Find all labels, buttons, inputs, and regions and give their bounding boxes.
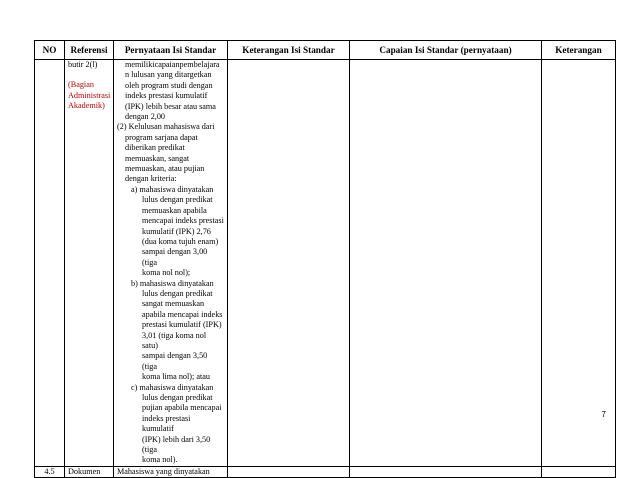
cell-keterangan-isi [228, 466, 350, 477]
stmt-line: program sarjana dapat [125, 132, 198, 142]
stmt-line: (IPK) lebih besar atau sama [125, 101, 216, 111]
stmt-line: sampai dengan 3,50 (tiga [142, 351, 208, 371]
stmt-line: (dua koma tujuh enam) [142, 236, 219, 246]
header-keterangan-isi: Keterangan Isi Standar [228, 41, 350, 60]
header-referensi: Referensi [65, 41, 114, 60]
stmt-line: lulus dengan predikat [142, 288, 213, 298]
ref-sub [68, 80, 110, 111]
standards-table [34, 40, 616, 478]
cell-pernyataan [114, 60, 228, 467]
stmt-line: (IPK) lebih dari 3,50 (tiga [142, 434, 211, 455]
stmt-line: oleh program studi dengan [125, 80, 213, 90]
stmt-line: kumulatif (IPK) 2,76 [142, 226, 211, 236]
ref-sub-line: Administrasi [68, 90, 111, 100]
ref-sub-line: (Bagian [68, 80, 94, 90]
stmt-line: dengan kriteria: [125, 174, 177, 184]
stmt-line: koma nol nol); [142, 268, 191, 278]
stmt-line: indeks prestasi kumulatif [142, 413, 191, 434]
ref-main: butir 2(l) [68, 60, 98, 69]
ref-sub-line: Akademik) [68, 101, 105, 111]
table-row [35, 466, 616, 477]
stmt-line: indeks prestasi kumulatif [125, 91, 208, 101]
stmt-line: mencapai indeks prestasi [142, 216, 224, 226]
page-number: 7 [601, 410, 606, 419]
cell-referensi: Dokumen [65, 466, 114, 477]
stmt-line: c) mahasiswa dinyatakan [131, 382, 214, 392]
cell-keterangan [542, 466, 616, 477]
table-row [35, 60, 616, 467]
header-no: NO [35, 41, 65, 60]
stmt-line: n lulusan yang ditargetkan [125, 70, 212, 80]
table-header-row [35, 41, 616, 60]
stmt-line: prestasi kumulatif (IPK) [142, 320, 222, 330]
cell-keterangan-isi [228, 60, 350, 467]
stmt-line: sangat memuaskan [142, 299, 205, 309]
stmt-line: lulus dengan predikat [142, 393, 213, 402]
stmt-line: sampai dengan 3,00 (tiga [142, 247, 208, 267]
header-capaian: Capaian Isi Standar (pernyataan) [350, 41, 542, 60]
cell-no [35, 60, 65, 467]
cell-capaian [350, 60, 542, 467]
stmt-line: diberikan predikat [125, 143, 185, 153]
stmt-line: koma nol). [142, 455, 178, 465]
stmt-line: pujian apabila mencapai [142, 403, 222, 413]
stmt-line: a) mahasiswa dinyatakan [131, 184, 214, 194]
header-keterangan: Keterangan [542, 41, 616, 60]
stmt-line: dengan 2,00 [125, 112, 166, 122]
stmt-line: koma lima nol); atau [142, 372, 210, 382]
stmt-line: memuaskan, sangat [125, 153, 190, 163]
cell-no: 4.5 [35, 466, 65, 477]
stmt-line: lulus dengan predikat [142, 195, 213, 205]
header-pernyataan: Pernyataan Isi Standar [114, 41, 228, 60]
cell-keterangan [542, 60, 616, 467]
cell-capaian [350, 466, 542, 477]
cell-referensi [65, 60, 114, 467]
stmt-line: apabila mencapai indeks [142, 309, 223, 319]
stmt-line: memuaskan, atau pujian [125, 164, 205, 174]
stmt-line: memuaskan apabila [142, 205, 207, 215]
stmt-line: (2) Kelulusan mahasiswa dari [117, 122, 215, 132]
stmt-line: b) mahasiswa dinyatakan [131, 278, 214, 288]
stmt-line: 3,01 (tiga koma nol satu) [142, 330, 207, 350]
stmt-line: memilikicapaianpembelajara [125, 60, 220, 69]
cell-pernyataan: Mahasiswa yang dinyatakan [114, 466, 228, 477]
